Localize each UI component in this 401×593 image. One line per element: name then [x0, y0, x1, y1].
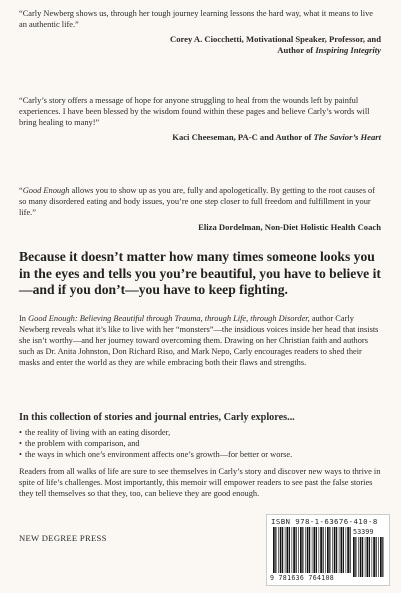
publisher-name: NEW DEGREE PRESS — [19, 533, 107, 543]
barcode-icon — [273, 527, 351, 573]
quote-1-text: “Carly Newberg shows us, through her tough journey learning lessons the hard way, what it means to live an authentic life.” — [19, 9, 374, 29]
quote-2 — [19, 95, 381, 143]
quote-3-author: Eliza Dordelman, Non-Diet Holistic Health Coach — [198, 222, 381, 232]
barcode-addon-text: 53399 — [353, 528, 374, 536]
quote-1 — [19, 8, 381, 56]
barcode-addon-icon — [353, 537, 385, 577]
quote-2-text: “Carly’s story offers a message of hope for anyone struggling to heal from the wounds left by painful experiences. I have been blessed by the wisdom found within these pages and believe Carly’s words will bring healing to many!” — [19, 96, 370, 127]
quote-3-text: “Good Enough allows you to show up as you are, fully and apologetically. By getting to the root causes of so many disordered eating and body issues, you’re one step closer to full freedom and fulfillment in your life.” — [19, 186, 376, 217]
ean-text: 9 781636 764108 — [270, 574, 335, 582]
barcode-box — [266, 514, 390, 586]
explores-list — [19, 427, 383, 460]
list-item: • the ways in which one’s environment affects one’s growth—for better or worse. — [19, 449, 383, 460]
closing-paragraph: Readers from all walks of life are sure to see themselves in Carly’s story and discover new ways to thrive in spite of life’s challenges. Most importantly, this memoir will empower readers to see past the false stories they tell themselves so that they, too, can believe they are good enough. — [19, 467, 381, 498]
explores-heading: In this collection of stories and journal entries, Carly explores... — [19, 412, 295, 423]
list-item: • the problem with comparison, and — [19, 438, 383, 449]
quote-2-author: Kaci Cheeseman, PA-C and Author of The Savior’s Heart — [172, 132, 381, 142]
quote-3 — [19, 185, 381, 233]
isbn-text: ISBN 978-1-63676-410-8 — [271, 517, 378, 526]
list-item: • the reality of living with an eating disorder, — [19, 427, 383, 438]
intro-paragraph: In Good Enough: Believing Beautiful through Trauma, through Life, through Disorder, author Carly Newberg reveals what it’s like to live with her “monsters”—the insidious voices inside her head that insists she isn’t worthy—and her journey toward overcoming them. Drawing on her Christian faith and authors such as Dr. Anita Johnston, Don Richard Riso, and Mark Nepo, Carly encourages readers to shed their masks and enter the world as they are while embracing both their flaws and strengths. — [19, 314, 379, 367]
quote-1-author: Corey A. Ciocchetti, Motivational Speaker, Professor, and Author of Inspiring Integrity — [169, 34, 381, 55]
headline: Because it doesn’t matter how many times someone looks you in the eyes and tells you you’re beautiful, you have to believe it—and if you don’t—you have to keep fighting. — [19, 249, 381, 297]
